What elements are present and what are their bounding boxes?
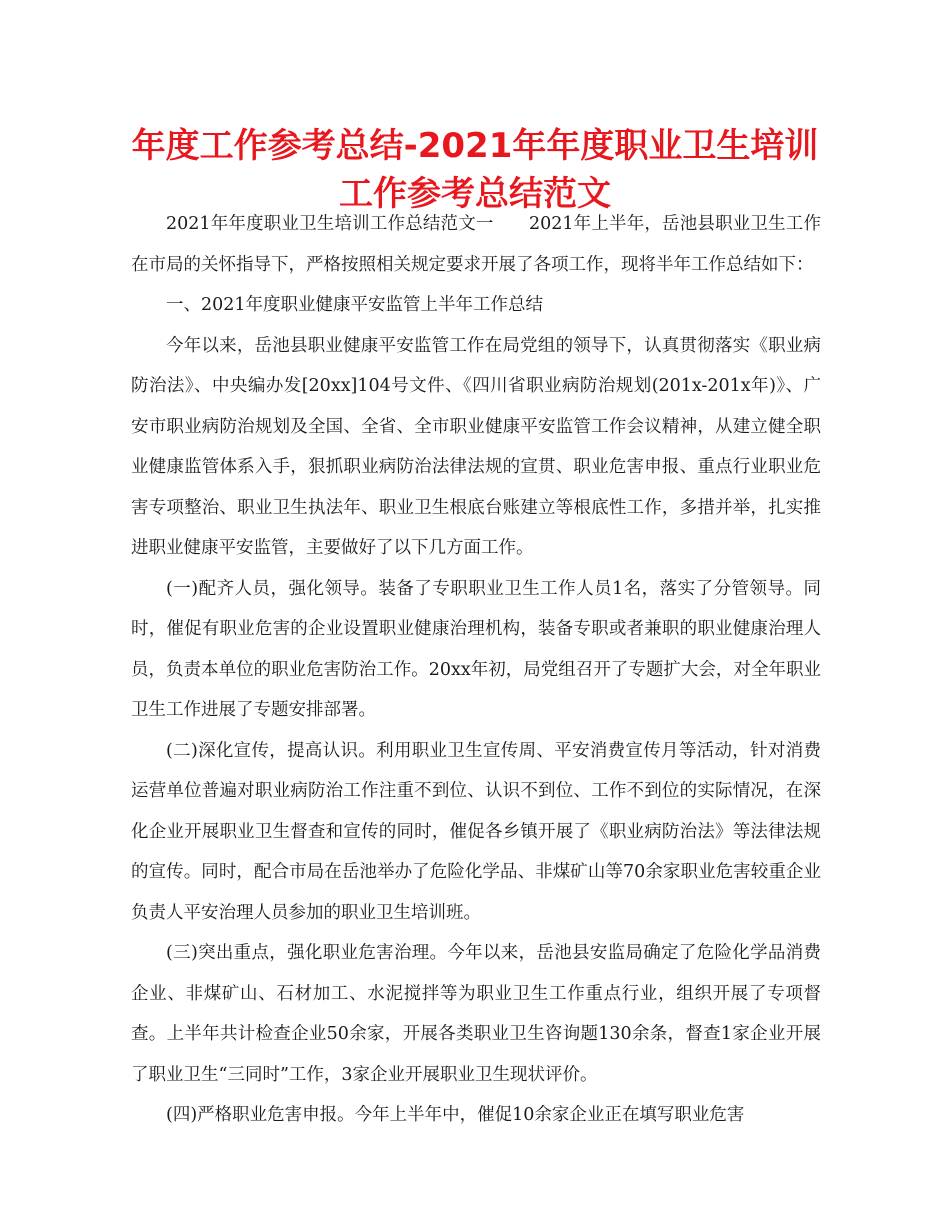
paragraph-item-2: (二)深化宣传，提高认识。利用职业卫生宣传周、平安消费宣传月等活动，针对消费运营单位普遍对职业病防治工作注重不到位、认识不到位、工作不到位的实际情况，在深化企业开展职业卫生督查和宣传的同时，催促各乡镇开展了《职业病防治法》等法律法规的宣传。同时，配合市局在岳池举办了危险化学品、非煤矿山等70余家职业危害较重企业负责人平安治理人员参加的职业卫生培训班。 <box>131 740 821 923</box>
paragraph-item-4: (四)严格职业危害申报。今年上半年中，催促10余家企业正在填写职业危害 <box>166 1105 745 1125</box>
paragraph-item-3: (三)突出重点，强化职业危害治理。今年以来，岳池县安监局确定了危险化学品消费企业、非煤矿山、石材加工、水泥搅拌等为职业卫生工作重点行业，组织开展了专项督查。上半年共计检查企业50余家，开展各类职业卫生咨询题130余条，督查1家企业开展了职业卫生“三同时”工作，3家企业开展职业卫生现状评价。 <box>131 943 821 1085</box>
section-heading: 一、2021年度职业健康平安监管上半年工作总结 <box>166 295 544 315</box>
paragraph-overview: 今年以来，岳池县职业健康平安监管工作在局党组的领导下，认真贯彻落实《职业病防治法》、中央编办发[20xx]104号文件、《四川省职业病防治规划(201x-201x年)》、广安市职业病防治规划及全国、全省、全市职业健康平安监管工作会议精神，从建立健全职业健康监管体系入手，狠抓职业病防治法律法规的宣贯、职业危害申报、重点行业职业危害专项整治、职业卫生执法年、职业卫生根底台账建立等根底性工作，多措并举，扎实推进职业健康平安监管，主要做好了以下几方面工作。 <box>131 335 821 558</box>
document-title: 年度工作参考总结-2021年年度职业卫生培训工作参考总结范文 <box>131 126 819 214</box>
paragraph-intro: 2021年年度职业卫生培训工作总结范文一 2021年上半年，岳池县职业卫生工作在市局的关怀指导下，严格按照相关规定要求开展了各项工作，现将半年工作总结如下： <box>131 214 821 275</box>
document-body <box>131 204 821 1136</box>
paragraph-item-1: (一)配齐人员，强化领导。装备了专职职业卫生工作人员1名，落实了分管领导。同时，催促有职业危害的企业设置职业健康治理机构，装备专职或者兼职的职业健康治理人员，负责本单位的职业危害防治工作。20xx年初，局党组召开了专题扩大会，对全年职业卫生工作进展了专题安排部署。 <box>131 578 821 720</box>
